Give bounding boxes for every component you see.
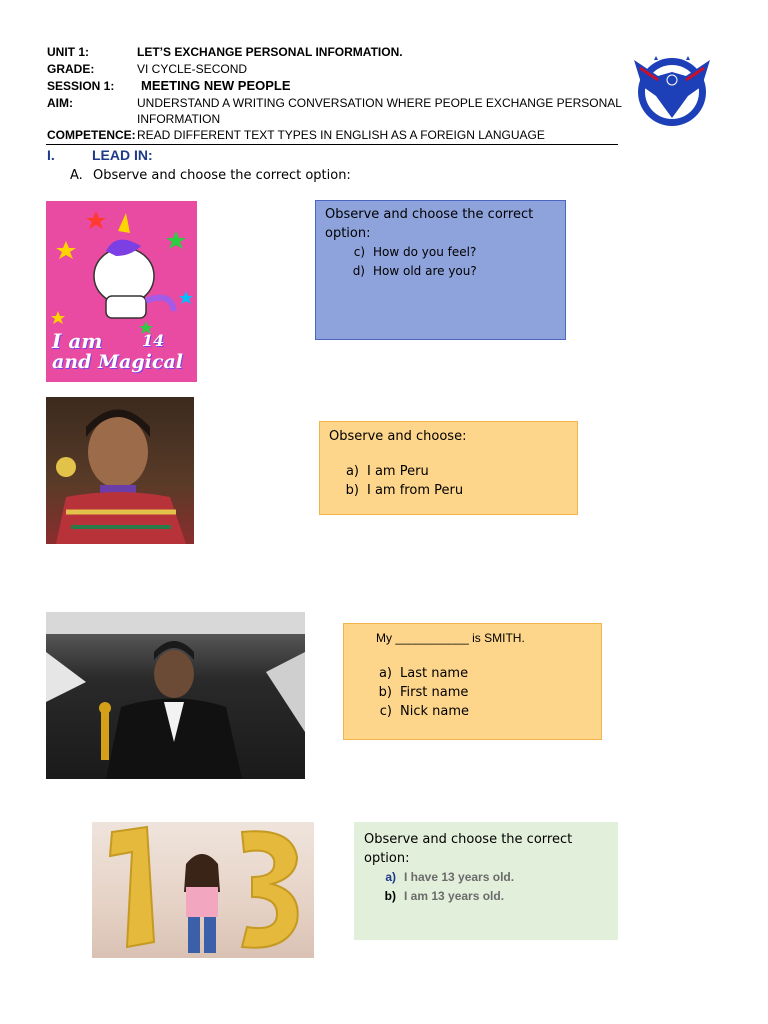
unit-label: UNIT 1: bbox=[47, 45, 89, 59]
birthday-balloons-image bbox=[92, 822, 314, 958]
unicorn-caption-line2: and Magical bbox=[52, 351, 183, 373]
unicorn-caption-line1: I am bbox=[52, 329, 103, 353]
aim-value-line2: INFORMATION bbox=[137, 112, 221, 126]
box3-option-a[interactable]: a) Last name bbox=[378, 666, 469, 681]
grade-label: GRADE: bbox=[47, 62, 95, 76]
peruvian-girl-image bbox=[46, 397, 194, 544]
box3-option-c[interactable]: c) Nick name bbox=[379, 704, 470, 719]
box4-prompt-line1: Observe and choose the correct bbox=[364, 832, 573, 847]
question-box-2 bbox=[319, 421, 578, 515]
instruction-letter: A. bbox=[70, 168, 83, 183]
unicorn-poster-image bbox=[46, 201, 197, 382]
aim-value-line1: UNDERSTAND A WRITING CONVERSATION WHERE PEOPLE EXCHANGE PERSONAL bbox=[137, 96, 622, 110]
aim-label: AIM: bbox=[47, 96, 73, 110]
unicorn-caption-number: 14 bbox=[142, 331, 165, 350]
question-box-3 bbox=[343, 623, 602, 740]
session-value: MEETING NEW PEOPLE bbox=[141, 78, 291, 93]
question-box-4 bbox=[354, 822, 618, 940]
header-divider bbox=[46, 144, 618, 145]
eagle-emblem-icon bbox=[628, 46, 716, 134]
box2-option-a[interactable]: a) I am Peru bbox=[345, 464, 429, 479]
box3-option-b[interactable]: b) First name bbox=[378, 685, 469, 700]
box4-option-b[interactable]: b) I am 13 years old. bbox=[384, 889, 505, 903]
section-number: I. bbox=[47, 147, 55, 163]
box1-option-c[interactable]: c) How do you feel? bbox=[353, 245, 477, 259]
box4-prompt-line2: option: bbox=[364, 851, 410, 866]
box3-prompt: My ___________ is SMITH. bbox=[376, 631, 525, 645]
box1-prompt-line2: option: bbox=[325, 226, 371, 241]
box2-option-b[interactable]: b) I am from Peru bbox=[345, 483, 464, 498]
box1-option-d[interactable]: d) How old are you? bbox=[352, 264, 477, 278]
box1-options bbox=[349, 243, 556, 281]
section-title: LEAD IN: bbox=[92, 147, 153, 163]
box2-prompt: Observe and choose: bbox=[329, 429, 467, 444]
box1-prompt-line1: Observe and choose the correct bbox=[325, 207, 534, 222]
school-logo bbox=[628, 46, 716, 134]
unit-value: LET’S EXCHANGE PERSONAL INFORMATION. bbox=[137, 45, 403, 59]
grade-value: VI CYCLE-SECOND bbox=[137, 62, 248, 76]
competence-value: READ DIFFERENT TEXT TYPES IN ENGLISH AS A FOREIGN LANGUAGE bbox=[137, 128, 545, 142]
award-winner-image bbox=[46, 612, 305, 779]
box4-option-a[interactable]: a) I have 13 years old. bbox=[385, 870, 515, 884]
session-label: SESSION 1: bbox=[47, 79, 115, 93]
instruction-text: Observe and choose the correct option: bbox=[93, 168, 351, 183]
competence-label: COMPETENCE: bbox=[47, 128, 136, 142]
box3-blank[interactable]: ___________ bbox=[395, 631, 469, 645]
question-box-1 bbox=[315, 200, 566, 340]
